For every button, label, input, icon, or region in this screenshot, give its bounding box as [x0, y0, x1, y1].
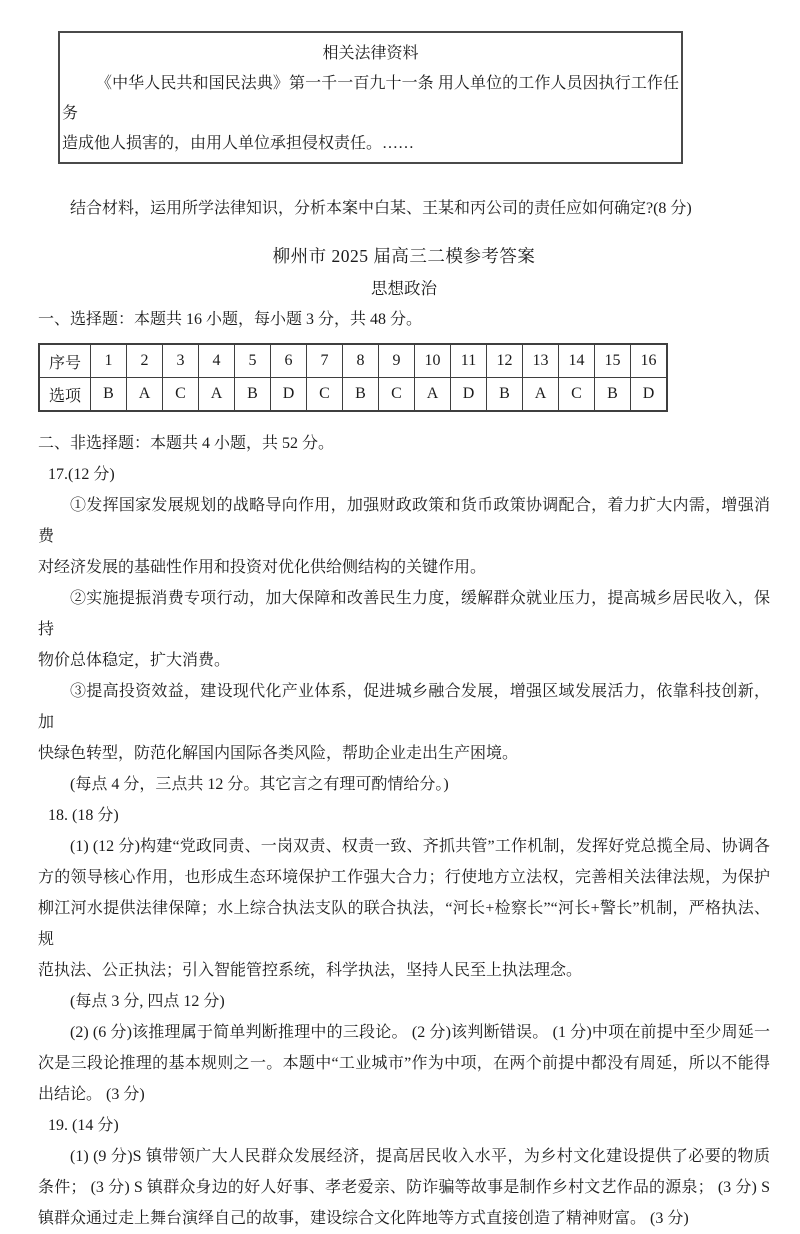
text-line: 方的领导核心作用，也形成生态环境保护工作强大合力；行使地方立法权，完善相关法律法规，为保护 — [38, 869, 770, 886]
legal-box-line-1: 《中华人民共和国民法典》第一千一百九十一条 用人单位的工作人员因执行工作任务 — [62, 75, 679, 122]
question-number-cell: 13 — [523, 344, 559, 378]
text-line: 对经济发展的基础性作用和投资对优化供给侧结构的关键作用。 — [38, 559, 487, 576]
question-number-cell: 2 — [127, 344, 163, 378]
subject-title: 思想政治 — [371, 279, 437, 298]
table-row-options — [39, 378, 667, 412]
q17-scoring-note: (每点 4 分，三点共 12 分。其它言之有理可酌情给分。) — [70, 776, 449, 793]
row-label-options: 选项 — [39, 378, 91, 412]
text-line: 镇群众通过走上舞台演绎自己的故事，建设综合文化阵地等方式直接创造了精神财富。 (3 分) — [38, 1210, 689, 1227]
q18-heading: 18. (18 分) — [48, 807, 119, 824]
question-number-cell: 3 — [163, 344, 199, 378]
text-line: 物价总体稳定，扩大消费。 — [38, 652, 231, 669]
question-number-cell: 4 — [199, 344, 235, 378]
answer-option-cell: C — [163, 378, 199, 412]
question-number-cell: 14 — [559, 344, 595, 378]
row-label-numbers: 序号 — [39, 344, 91, 378]
answer-option-cell: D — [271, 378, 307, 412]
text-line: 范执法、公正执法；引入智能管控系统，科学执法，坚持人民至上执法理念。 — [38, 962, 583, 979]
answer-table — [38, 343, 668, 412]
frq-section-heading: 二、非选择题：本题共 4 小题，共 52 分。 — [38, 435, 335, 452]
question-number-cell: 10 — [415, 344, 451, 378]
answer-option-cell: C — [307, 378, 343, 412]
answer-option-cell: B — [91, 378, 127, 412]
text-line: ①发挥国家发展规划的战略导向作用，加强财政政策和货币政策协调配合，着力扩大内需，增强消费 — [38, 497, 770, 545]
answer-option-cell: B — [487, 378, 523, 412]
text-line: 条件； (3 分) S 镇群众身边的好人好事、孝老爱亲、防诈骗等故事是制作乡村文艺作品的源泉； (3 分) S — [38, 1179, 770, 1196]
q17-point-2 — [38, 583, 770, 676]
mcq-section-heading: 一、选择题：本题共 16 小题，每小题 3 分，共 48 分。 — [38, 311, 423, 328]
question-number-cell: 8 — [343, 344, 379, 378]
answer-option-cell: A — [127, 378, 163, 412]
question-number-cell: 12 — [487, 344, 523, 378]
legal-box — [58, 31, 683, 164]
answer-option-cell: D — [451, 378, 487, 412]
q17-point-1 — [38, 490, 770, 583]
text-line: ③提高投资效益，建设现代化产业体系，促进城乡融合发展，增强区域发展活力，依靠科技创新，加 — [38, 683, 770, 731]
question-number-cell: 6 — [271, 344, 307, 378]
answer-option-cell: C — [379, 378, 415, 412]
q17-point-3 — [38, 676, 770, 769]
question-number-cell: 7 — [307, 344, 343, 378]
table-row-numbers — [39, 344, 667, 378]
answer-option-cell: B — [235, 378, 271, 412]
text-line: (2) (6 分)该推理属于简单判断推理中的三段论。 (2 分)该判断错误。 (1 分)中项在前提中至少周延一 — [70, 1024, 770, 1041]
question-number-cell: 15 — [595, 344, 631, 378]
q17-heading: 17.(12 分) — [48, 466, 115, 483]
q18-part-1 — [38, 831, 770, 986]
answer-key-title: 柳州市 2025 届高三二模参考答案 — [272, 246, 536, 266]
question-number-cell: 5 — [235, 344, 271, 378]
text-line: 快绿色转型，防范化解国内国际各类风险，帮助企业走出生产困境。 — [38, 745, 519, 762]
answer-option-cell: D — [631, 378, 668, 412]
answer-option-cell: A — [415, 378, 451, 412]
legal-box-line-2: 造成他人损害的，由用人单位承担侵权责任。…… — [62, 135, 415, 152]
answer-option-cell: B — [343, 378, 379, 412]
question-number-cell: 16 — [631, 344, 668, 378]
q19-heading: 19. (14 分) — [48, 1117, 119, 1134]
q18-part-1-scoring-note: (每点 3 分, 四点 12 分) — [70, 993, 225, 1010]
legal-box-title: 相关法律资料 — [322, 45, 419, 62]
question-prompt: 结合材料，运用所学法律知识，分析本案中白某、王某和丙公司的责任应如何确定?(8 分) — [70, 200, 692, 217]
answer-option-cell: A — [199, 378, 235, 412]
answer-option-cell: A — [523, 378, 559, 412]
question-number-cell: 9 — [379, 344, 415, 378]
answer-option-cell: C — [559, 378, 595, 412]
q19-part-1 — [38, 1141, 770, 1234]
text-line: 次是三段论推理的基本规则之一。本题中“工业城市”作为中项，在两个前提中都没有周延，所以不能得 — [38, 1055, 770, 1072]
text-line: 柳江河水提供法律保障；水上综合执法支队的联合执法，“河长+检察长”“河长+警长”机制，严格执法、规 — [38, 900, 770, 948]
question-number-cell: 11 — [451, 344, 487, 378]
question-number-cell: 1 — [91, 344, 127, 378]
text-line: (1) (12 分)构建“党政同责、一岗双责、权责一致、齐抓共管”工作机制，发挥好党总揽全局、协调各 — [70, 838, 770, 855]
text-line: ②实施提振消费专项行动，加大保障和改善民生力度，缓解群众就业压力，提高城乡居民收入，保持 — [38, 590, 770, 638]
document-page — [0, 31, 800, 1227]
text-line: 出结论。 (3 分) — [38, 1086, 145, 1103]
q18-part-2 — [38, 1017, 770, 1110]
answer-option-cell: B — [595, 378, 631, 412]
text-line: (1) (9 分)S 镇带领广大人民群众发展经济，提高居民收入水平，为乡村文化建设提供了必要的物质 — [70, 1148, 770, 1165]
